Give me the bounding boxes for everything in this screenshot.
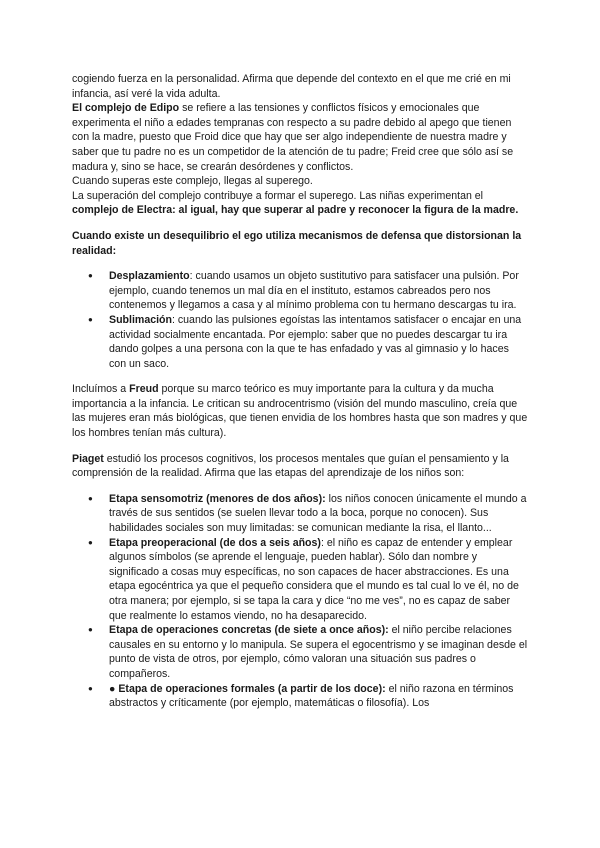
list-item xyxy=(72,492,528,536)
edipo-text: se refiere a las tensiones y conflictos físicos y emocionales que experimenta el niño a edades tempranas con respecto a su padre debido al apego que tienen con la madre, puesto que Froid dice que hay que ser algo independiente de nuestra madre y saber que tu padre no es un competidor de la atención de tu padre; Freid cree que sólo así se madura y, sino se hace, se crearán desórdenes y conflictos. xyxy=(72,102,514,173)
electra-text: La superación del complejo contribuye a formar el superego. Las niñas experimentan el xyxy=(72,189,484,202)
etapa-text: el niño razona en términos abstractos y críticamente (por ejemplo, matemáticas o filosofía). Los xyxy=(109,682,514,710)
list-item xyxy=(72,536,528,624)
etapa-term: Etapa de operaciones formales (a partir de los doce): xyxy=(118,682,386,695)
paragraph-edipo xyxy=(72,101,528,174)
etapa-prefix: ● xyxy=(109,682,119,695)
mecanismo-text: : cuando las pulsiones egoístas las intentamos satisfacer o encajar en una actividad socialmente encantada. Por ejemplo: saber que no puedes descargar tu ira dando golpes a una persona con la que te has enfadado y vas al gimnasio y lo haces con un saco. xyxy=(109,313,522,370)
freud-post: porque su marco teórico es muy importante para la cultura y da mucha importancia a la infancia. Le critican su androcentrismo (visión del mundo masculino, creía que las mujeres eran más biológicas, que tienen envidia de los hombres hasta que son madres y que los hombres tenían más cultura). xyxy=(72,383,528,440)
piaget-name: Piaget xyxy=(72,452,104,465)
etapa-term: Etapa preoperacional (de dos a seis años) xyxy=(109,536,321,549)
freud-pre: Incluímos a xyxy=(72,383,130,396)
list-item xyxy=(72,623,528,681)
paragraph-superego: Cuando superas este complejo, llegas al superego. xyxy=(72,175,313,188)
edipo-term: El complejo de Edipo xyxy=(72,102,180,115)
list-item xyxy=(72,313,528,371)
electra-bold: complejo de Electra: al igual, hay que superar al padre y reconocer la figura de la madre. xyxy=(72,204,519,217)
heading-defensa-text: Cuando existe un desequilibrio el ego utiliza mecanismos de defensa que distorsionan la realidad: xyxy=(72,229,522,257)
etapa-text: los niños conocen únicamente el mundo a través de sus sentidos (se suelen llevar todo a la boca, porque no conocen). Sus habilidades sociales son muy limitadas: se comunican mediante la risa, el llanto... xyxy=(109,492,527,535)
list-item xyxy=(72,269,528,313)
mecanismo-term: Desplazamiento xyxy=(109,270,190,283)
etapa-term: Etapa sensomotriz (menores de dos años): xyxy=(109,492,326,505)
document-page xyxy=(72,72,528,711)
etapa-text: el niño percibe relaciones causales en su entorno y lo manipula. Se supera el egocentrismo y se imaginan desde el punto de vista de otros, por ejemplo, cómo valoran una situación sus padres o compañeros. xyxy=(109,624,528,680)
etapa-term: Etapa de operaciones concretas (de siete a once años): xyxy=(109,624,389,637)
mecanismo-term: Sublimación xyxy=(109,313,172,326)
paragraph-intro: cogiendo fuerza en la personalidad. Afirma que depende del contexto en el que me crié en mi infancia, así veré la vida adulta. xyxy=(72,73,511,100)
heading-defensa xyxy=(72,229,528,258)
etapa-text: : el niño es capaz de entender y emplear algunos símbolos (se aprende el lenguaje, pueden hablar). Sólo dan nombre y significado a cosas muy específicas, no son capaces de hacer abstracciones. Es una etapa egocéntrica ya que el pequeño considera que el mundo es tal cual lo ve él, no de otra manera; por ejemplo, si se tapa la cara y dice “no me ves”, no es capaz de saber que realmente lo estamos viendo, no ha desaparecido. xyxy=(109,536,519,622)
piaget-text: estudió los procesos cognitivos, los procesos mentales que guían el pensamiento y la comprensión de la realidad. Afirma que las etapas del aprendizaje de los niños son: xyxy=(72,452,509,480)
paragraph-freud xyxy=(72,382,528,440)
paragraph-electra xyxy=(72,189,528,218)
freud-name: Freud xyxy=(129,383,159,396)
list-item xyxy=(72,682,528,711)
mecanismo-text: : cuando usamos un objeto sustitutivo para satisfacer una pulsión. Por ejemplo, cuando tenemos un mal día en el instituto, estamos cabreados pero nos contenemos y llegamos a casa y al mínimo problema con tu hermano descargas tu ira. xyxy=(109,270,519,312)
etapas-list xyxy=(72,492,528,711)
paragraph-piaget xyxy=(72,452,528,481)
mecanismos-list xyxy=(72,269,528,371)
